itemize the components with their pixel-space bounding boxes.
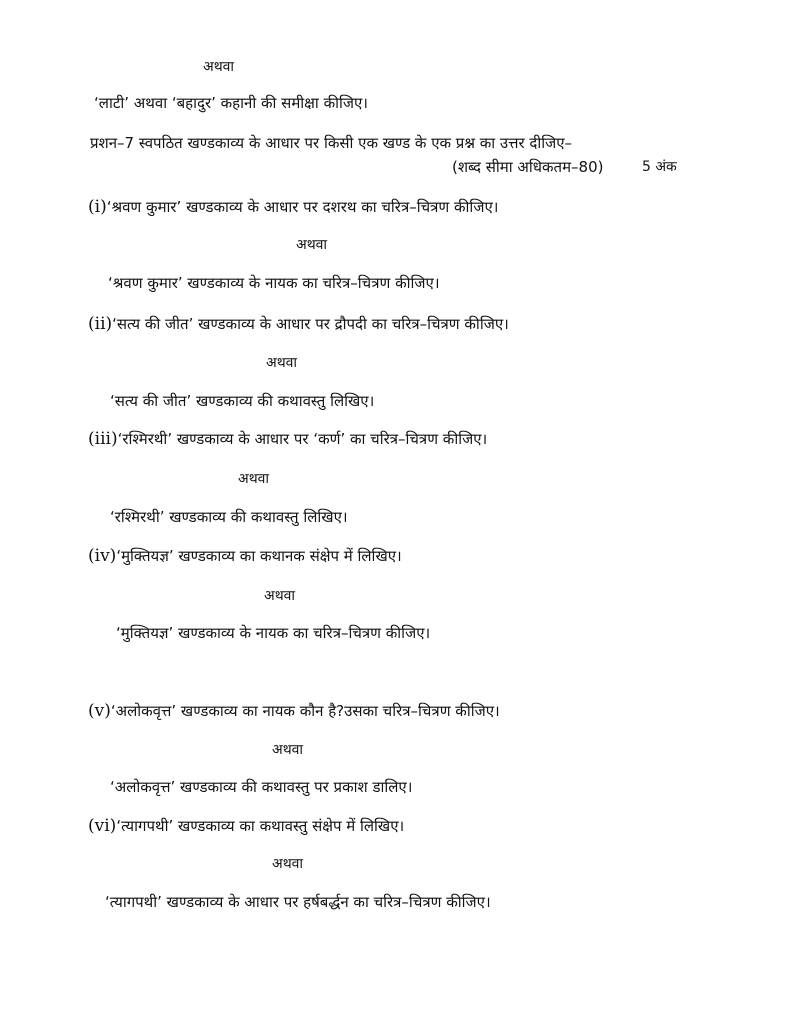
question-iii bbox=[88, 428, 487, 450]
question-text: ‘मुक्तियज्ञ’ खण्डकाव्य का कथानक संक्षेप में लिखिए। bbox=[116, 547, 402, 565]
question-number: (v) bbox=[88, 701, 111, 721]
question-v-alternate: ‘अलोकवृत्त’ खण्डकाव्य की कथावस्तु पर प्रकाश डालिए। bbox=[110, 778, 413, 796]
or-divider: अथवा bbox=[238, 471, 270, 487]
question-ii bbox=[88, 313, 509, 335]
or-divider: अथवा bbox=[272, 742, 304, 758]
or-divider: अथवा bbox=[264, 588, 296, 604]
question-number: (vi) bbox=[88, 816, 117, 836]
question-vi-alternate: ‘त्यागपथी’ खण्डकाव्य के आधार पर हर्षबर्द्धन का चरित्र–चित्रण कीजिए। bbox=[105, 893, 491, 911]
question-text: ‘सत्य की जीत’ खण्डकाव्य के आधार पर द्रौपदी का चरित्र–चित्रण कीजिए। bbox=[112, 315, 509, 333]
lati-bahadur-question: ‘लाटी’ अथवा ‘बहादुर’ कहानी की समीक्षा कीजिए। bbox=[94, 94, 368, 112]
question-v bbox=[88, 700, 500, 722]
question-vi bbox=[88, 815, 404, 837]
question-number: (i) bbox=[88, 197, 107, 217]
question-text: ‘त्यागपथी’ खण्डकाव्य का कथावस्तु संक्षेप में लिखिए। bbox=[116, 817, 405, 835]
question-7-marks: 5 अंक bbox=[642, 159, 677, 175]
question-iii-alternate: ‘रश्मिरथी’ खण्डकाव्य की कथावस्तु लिखिए। bbox=[110, 508, 348, 526]
question-number: (ii) bbox=[88, 314, 113, 334]
or-divider: अथवा bbox=[266, 355, 298, 371]
or-divider: अथवा bbox=[272, 856, 304, 872]
question-number: (iv) bbox=[88, 546, 117, 566]
question-7-word-limit: (शब्द सीमा अधिकतम–80) bbox=[452, 158, 604, 176]
question-7-heading: प्रशन–7 स्वपठित खण्डकाव्य के आधार पर किसी एक खण्ड के एक प्रश्न का उत्तर दीजिए– bbox=[90, 134, 573, 152]
question-i-alternate: ‘श्रवण कुमार’ खण्डकाव्य के नायक का चरित्र–चित्रण कीजिए। bbox=[108, 274, 440, 292]
or-divider: अथवा bbox=[296, 237, 328, 253]
question-iv-alternate: ‘मुक्तियज्ञ’ खण्डकाव्य के नायक का चरित्र–चित्रण कीजिए। bbox=[116, 624, 431, 642]
question-number: (iii) bbox=[88, 429, 118, 449]
question-i bbox=[88, 196, 498, 218]
question-text: ‘अलोकवृत्त’ खण्डकाव्य का नायक कौन है?उसका चरित्र–चित्रण कीजिए। bbox=[110, 702, 500, 720]
question-iv bbox=[88, 545, 402, 567]
or-divider: अथवा bbox=[203, 59, 235, 75]
question-ii-alternate: ‘सत्य की जीत’ खण्डकाव्य की कथावस्तु लिखिए। bbox=[110, 392, 375, 410]
question-text: ‘रश्मिरथी’ खण्डकाव्य के आधार पर ‘कर्ण’ का चरित्र–चित्रण कीजिए। bbox=[117, 430, 488, 448]
question-text: ‘श्रवण कुमार’ खण्डकाव्य के आधार पर दशरथ का चरित्र–चित्रण कीजिए। bbox=[106, 198, 499, 216]
